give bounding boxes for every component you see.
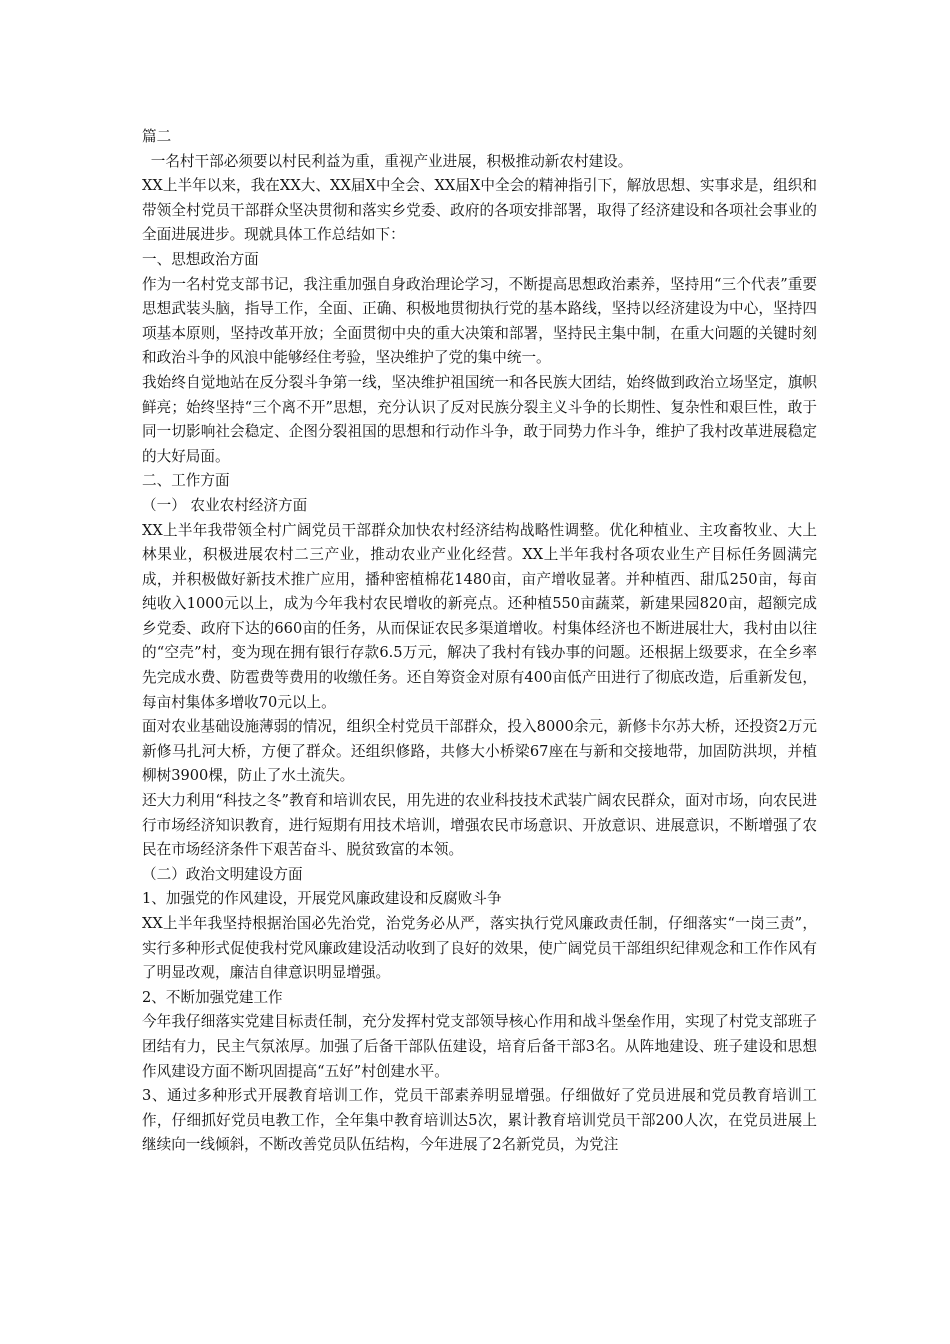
lead-paragraph: 一名村干部必须要以村民利益为重，重视产业进展，积极推动新农村建设。 (150, 152, 633, 170)
paragraph-training: 还大力利用“科技之冬”教育和培训农民，用先进的农业科技技术武装广阔农民群众，面对市场，向农民进行市场经济知识教育，进行短期有用技术培训，增强农民市场意识、开放意识、进展意识，不断增强了农民在市场经济条件下艰苦奋斗、脱贫致富的本领。 (142, 792, 817, 859)
document-body (142, 125, 817, 1158)
paragraph-party-style: XX上半年我坚持根据治国必先治党，治党务必从严，落实执行党风廉政责任制，仔细落实“一岗三责”，实行多种形式促使我村党风廉政建设活动收到了良好的效果，使广阔党员干部组织纪律观念和工作作风有了明显改观，廉洁自律意识明显增强。 (142, 915, 817, 982)
paragraph-education-training: 3、通过多种形式开展教育培训工作，党员干部素养明显增强。仔细做好了党员进展和党员教育培训工作，仔细抓好党员电教工作，全年集中教育培训达5次，累计教育培训党员干部200人次，在党员进展上继续向一线倾斜，不断改善党员队伍结构，今年进展了2名新党员，为党注 (142, 1087, 817, 1154)
subsection-heading-political-civilization: （二）政治文明建设方面 (142, 865, 303, 883)
document-title: 篇二 (142, 128, 172, 145)
item-heading-party-building: 2、不断加强党建工作 (142, 988, 283, 1006)
section-heading-work: 二、工作方面 (142, 472, 230, 490)
paragraph-agriculture: XX上半年我带领全村广阔党员干部群众加快农村经济结构战略性调整。优化种植业、主攻畜牧业、大上林果业，积极进展农村二三产业，推动农业产业化经营。XX上半年我村各项农业生产目标任务圆满完成，并积极做好新技术推广应用，播种密植棉花1480亩，亩产增收显著。并种植西、甜瓜250亩，每亩纯收入1000元以上，成为今年我村农民增收的新亮点。还种植550亩蔬菜，新建果园820亩，超额完成乡党委、政府下达的660亩的任务，从而保证农民多渠道增收。村集体经济也不断进展壮大，我村由以往的“空壳”村，变为现在拥有银行存款6.5万元，解决了我村有钱办事的问题。还根据上级要求，在全乡率先完成水费、防雹费等费用的收缴任务。还自筹资金对原有400亩低产田进行了彻底改造，后重新发包，每亩村集体多增收70元以上。 (142, 521, 817, 711)
subsection-heading-agriculture: （一） 农业农村经济方面 (142, 496, 308, 514)
paragraph-party-building: 今年我仔细落实党建目标责任制，充分发挥村党支部领导核心作用和战斗堡垒作用，实现了村党支部班子团结有力，民主气氛浓厚。加强了后备干部队伍建设，培育后备干部3名。从阵地建设、班子建设和思想作风建设方面不断巩固提高“五好”村创建水平。 (142, 1013, 817, 1080)
paragraph-political-study: 作为一名村党支部书记，我注重加强自身政治理论学习，不断提高思想政治素养，坚持用“三个代表”重要思想武装头脑，指导工作，全面、正确、积极地贯彻执行党的基本路线，坚持以经济建设为中心，坚持四项基本原则，坚持改革开放；全面贯彻中央的重大决策和部署，坚持民主集中制，在重大问题的关键时刻和政治斗争的风浪中能够经住考验，坚决维护了党的集中统一。 (142, 275, 817, 367)
paragraph-infrastructure: 面对农业基础设施薄弱的情况，组织全村党员干部群众，投入8000余元，新修卡尔苏大桥，还投资2万元新修马扎河大桥，方便了群众。还组织修路，共修大小桥梁67座在与新和交接地带，加固防洪坝，并植柳树3900棵，防止了水土流失。 (142, 718, 817, 785)
item-heading-party-style: 1、加强党的作风建设，开展党风廉政建设和反腐败斗争 (142, 890, 502, 908)
paragraph-anti-separatism: 我始终自觉地站在反分裂斗争第一线，坚决维护祖国统一和各民族大团结，始终做到政治立场坚定，旗帜鲜亮；始终坚持“三个离不开”思想，充分认识了反对民族分裂主义斗争的长期性、复杂性和艰巨性，敢于同一切影响社会稳定、企图分裂祖国的思想和行动作斗争，敢于同势力作斗争，维护了我村改革进展稳定的大好局面。 (142, 373, 817, 465)
paragraph-intro: XX上半年以来，我在XX大、XX届X中全会、XX届X中全会的精神指引下，解放思想、实事求是，组织和带领全村党员干部群众坚决贯彻和落实乡党委、政府的各项安排部署，取得了经济建设和各项社会事业的全面进展进步。现就具体工作总结如下： (142, 177, 817, 244)
section-heading-political: 一、思想政治方面 (142, 250, 259, 268)
